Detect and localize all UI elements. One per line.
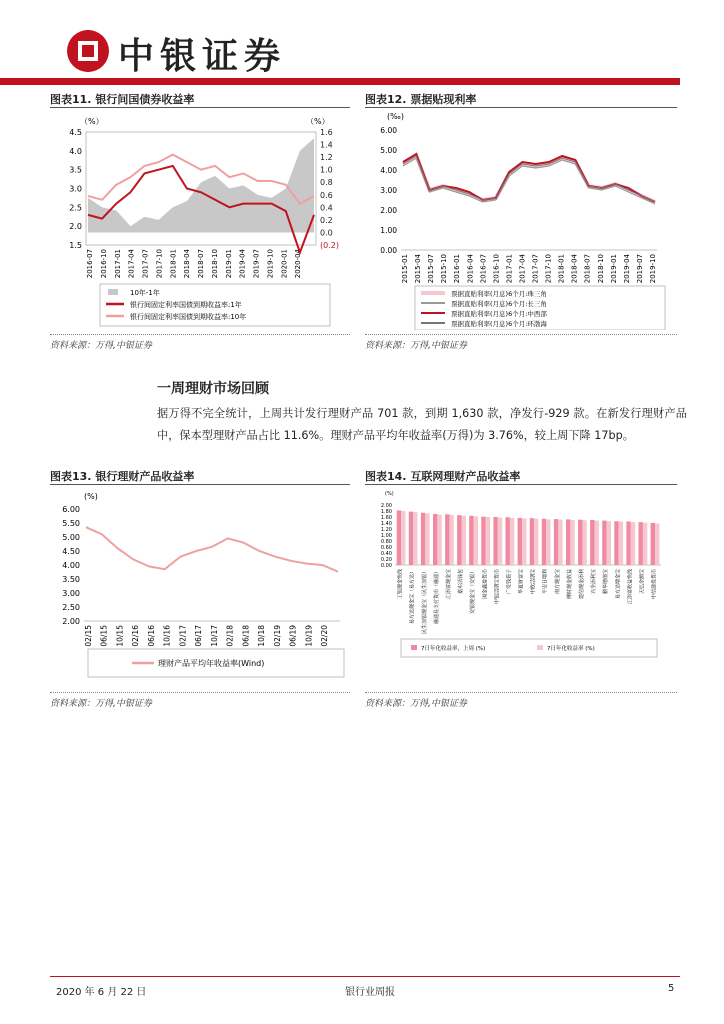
fig14-bar bbox=[602, 521, 606, 565]
fig11-right-tick: 1.2 bbox=[320, 153, 333, 163]
fig12-unit: (‰) bbox=[387, 112, 404, 121]
fig11-right-tick: 0.2 bbox=[320, 215, 333, 225]
fig12-legend-label: 票据直贴利率(月息)6个月:中西部 bbox=[451, 310, 547, 318]
fig13-y-tick: 3.00 bbox=[62, 589, 80, 598]
fig12-source-rule bbox=[365, 334, 677, 335]
fig11-left-tick: 2.5 bbox=[69, 203, 82, 213]
fig11-left-tick: 4.0 bbox=[69, 146, 82, 156]
fig14-y-tick: 1.80 bbox=[380, 509, 392, 515]
fig11-x-tick: 2017-01 bbox=[113, 249, 122, 279]
fig14-bar bbox=[651, 523, 655, 565]
fig14-x-tick: 中信建投货币 bbox=[651, 569, 658, 600]
fig13-x-tick: 06/16 bbox=[146, 625, 156, 647]
fig14-x-tick: 交银现金宝（交银） bbox=[470, 569, 477, 615]
fig12-x-tick: 2017-10 bbox=[544, 254, 553, 284]
fig14-x-tick: 中银活期宝货币 bbox=[494, 569, 501, 605]
footer-date: 2020 年 6 月 22 日 bbox=[56, 987, 147, 998]
fig12-x-tick: 2018-07 bbox=[583, 254, 592, 284]
fig12-x-tick: 2016-01 bbox=[453, 254, 462, 284]
fig14-x-tick: 南方现金宝 bbox=[554, 569, 561, 595]
fig12-y-tick: 0.00 bbox=[380, 246, 397, 255]
fig14-bar bbox=[570, 520, 574, 565]
fig11-source-rule bbox=[50, 334, 350, 335]
fig14-bar bbox=[582, 520, 586, 565]
fig13-y-tick: 5.50 bbox=[62, 519, 80, 528]
fig14-legend-label: 7日年化收益率 (%) bbox=[547, 646, 595, 652]
fig13-x-tick: 06/17 bbox=[194, 625, 204, 647]
fig13-unit: (%) bbox=[84, 492, 98, 501]
fig12-x-tick: 2015-04 bbox=[414, 254, 423, 284]
fig13-x-tick: 10/18 bbox=[257, 625, 267, 647]
fig14-chart bbox=[365, 487, 677, 687]
fig14-x-tick: 华夏财富宝 bbox=[518, 569, 525, 595]
fig13-x-tick: 02/18 bbox=[225, 625, 235, 647]
fig11-legend-swatch bbox=[108, 289, 118, 295]
fig14-bar bbox=[534, 519, 538, 565]
fig14-x-tick: 天弘余额宝 bbox=[639, 569, 646, 595]
fig11-left-tick: 4.5 bbox=[69, 128, 82, 137]
fig13-x-tick: 02/15 bbox=[84, 625, 93, 647]
fig11-rule bbox=[50, 107, 350, 108]
fig13-x-tick: 10/16 bbox=[162, 625, 172, 647]
fig12-x-tick: 2016-07 bbox=[479, 254, 488, 284]
fig14-bar bbox=[474, 516, 478, 565]
fig14-bar bbox=[578, 520, 582, 565]
footer-report-name: 银行业周报 bbox=[345, 987, 395, 998]
fig14-bar bbox=[619, 522, 623, 566]
fig11-legend-label: 10年-1年 bbox=[130, 289, 160, 297]
fig13-x-tick: 10/15 bbox=[115, 625, 125, 647]
fig14-legend-swatch bbox=[411, 645, 417, 650]
fig13-y-tick: 2.50 bbox=[62, 603, 80, 612]
fig14-source: 资料来源：万得,中银证券 bbox=[365, 699, 467, 709]
fig14-unit: (%) bbox=[385, 491, 394, 497]
fig11-right-tick: 0.0 bbox=[320, 228, 333, 238]
fig14-bar bbox=[437, 515, 441, 565]
fig14-title: 图表14. 互联网理财产品收益率 bbox=[365, 470, 521, 483]
fig14-y-tick: 0.60 bbox=[380, 545, 392, 551]
fig14-bar bbox=[530, 518, 534, 565]
fig13-x-tick: 06/18 bbox=[241, 625, 251, 647]
fig13-x-tick: 02/20 bbox=[320, 625, 329, 647]
fig12-y-tick: 6.00 bbox=[380, 126, 397, 135]
fig12-chart bbox=[365, 110, 677, 330]
fig14-y-tick: 1.00 bbox=[380, 533, 392, 539]
fig14-bar bbox=[486, 517, 490, 565]
fig14-y-tick: 2.00 bbox=[380, 503, 392, 509]
fig12-x-tick: 2015-01 bbox=[401, 254, 409, 284]
fig12-x-tick: 2019-10 bbox=[649, 254, 657, 284]
fig14-bar bbox=[457, 515, 461, 565]
fig12-title: 图表12. 票据贴现利率 bbox=[365, 93, 477, 106]
fig14-x-tick: 易方达增金宝 bbox=[615, 569, 622, 600]
section-paragraph: 据万得不完全统计，上周共计发行理财产品 701 款，到期 1,630 款，净发行-929 款。在新发行理财产品中，保本型理财产品占比 11.6%。理财产品平均年收益率(万得)为 3.76%，较上周下降 17bp。 bbox=[157, 407, 687, 442]
fig13-source-rule bbox=[50, 692, 350, 693]
fig11-x-tick: 2016-07 bbox=[86, 249, 94, 279]
fig11-x-tick: 2017-07 bbox=[141, 249, 150, 279]
fig12-y-tick: 4.00 bbox=[380, 166, 397, 175]
fig14-bar bbox=[397, 510, 401, 565]
fig12-x-tick: 2018-04 bbox=[570, 254, 579, 284]
fig13-x-tick: 02/17 bbox=[178, 625, 188, 647]
fig11-x-tick: 2016-10 bbox=[99, 249, 108, 279]
fig13-x-tick: 02/19 bbox=[272, 625, 282, 647]
fig12-series-line-2 bbox=[403, 154, 655, 202]
fig14-x-tick: 嘉实活钱包 bbox=[458, 569, 465, 595]
fig11-x-tick: 2018-07 bbox=[197, 249, 205, 279]
fig14-bar bbox=[558, 520, 562, 565]
fig12-y-tick: 1.00 bbox=[380, 226, 397, 235]
fig14-rule bbox=[365, 484, 677, 485]
fig11-right-tick: 1.6 bbox=[320, 128, 333, 137]
fig14-bar bbox=[607, 521, 611, 565]
fig13-y-tick: 2.00 bbox=[62, 617, 80, 626]
fig14-bar bbox=[542, 519, 546, 565]
fig12-x-tick: 2015-10 bbox=[440, 254, 449, 284]
fig14-x-tick: 建信现金添利 bbox=[579, 569, 586, 600]
fig11-x-tick: 2018-10 bbox=[210, 249, 219, 279]
fig13-y-tick: 6.00 bbox=[62, 505, 80, 514]
fig14-x-tick: 国金鑫盈货币 bbox=[482, 569, 489, 600]
fig14-bar bbox=[522, 519, 526, 566]
fig11-left-tick: 2.0 bbox=[69, 222, 82, 232]
fig11-series-spread-area bbox=[88, 138, 314, 232]
fig13-x-tick: 10/19 bbox=[304, 625, 314, 647]
fig14-bar bbox=[469, 516, 473, 565]
footer-page-number: 5 bbox=[668, 983, 675, 994]
fig14-y-tick: 1.20 bbox=[380, 527, 392, 533]
fig14-bar bbox=[409, 512, 413, 565]
fig14-bar bbox=[462, 516, 466, 565]
fig14-bar bbox=[506, 517, 510, 565]
fig11-right-tick: 0.4 bbox=[320, 203, 333, 213]
fig14-x-tick: 汇添富现金宝 bbox=[446, 569, 453, 600]
fig11-right-tick: 0.6 bbox=[320, 190, 333, 200]
fig14-x-tick: 鹏华增值宝 bbox=[603, 569, 610, 595]
fig14-y-tick: 1.40 bbox=[380, 521, 392, 527]
fig11-x-tick: 2019-01 bbox=[224, 249, 233, 279]
fig14-y-tick: 0.80 bbox=[380, 539, 392, 545]
fig14-bar bbox=[614, 521, 618, 565]
fig11-right-tick: 0.8 bbox=[320, 178, 333, 188]
fig14-bar bbox=[643, 523, 647, 565]
fig14-bar bbox=[449, 515, 453, 565]
fig14-y-tick: 0.40 bbox=[380, 551, 392, 557]
fig12-legend-label: 票据直贴利率(月息)6个月:环渤海 bbox=[451, 320, 547, 328]
fig11-x-tick: 2020-04 bbox=[294, 249, 303, 279]
fig14-bar bbox=[595, 521, 599, 565]
fig14-x-tick: 兴全添利宝 bbox=[591, 569, 598, 595]
fig12-x-tick: 2018-10 bbox=[596, 254, 605, 284]
fig14-bar bbox=[493, 517, 497, 565]
fig14-source-rule bbox=[365, 692, 677, 693]
fig13-legend-label: 理财产品平均年收益率(Wind) bbox=[158, 659, 265, 668]
fig14-bar bbox=[518, 518, 522, 565]
fig13-y-tick: 3.50 bbox=[62, 575, 80, 584]
fig11-legend-label: 银行间固定利率国债到期收益率:10年 bbox=[130, 313, 247, 321]
brand-name: 中银证券 bbox=[118, 35, 287, 77]
fig13-x-tick: 02/16 bbox=[131, 625, 141, 647]
section-title: 一周理财市场回顾 bbox=[157, 381, 269, 397]
fig12-x-tick: 2017-07 bbox=[531, 254, 540, 284]
fig14-x-tick: 融通易支付货币（融通） bbox=[433, 569, 440, 625]
fig14-y-tick: 1.60 bbox=[380, 515, 392, 521]
fig11-left-tick: 3.0 bbox=[69, 184, 82, 194]
fig11-right-tick: (0.2) bbox=[320, 241, 339, 250]
fig14-x-tick: 民生加银现金宝（民生加银） bbox=[421, 569, 428, 635]
fig12-x-tick: 2018-01 bbox=[557, 254, 566, 284]
fig11-left-tick: 1.5 bbox=[69, 241, 82, 250]
fig13-chart bbox=[50, 487, 350, 687]
fig11-x-tick: 2018-01 bbox=[169, 249, 178, 279]
fig14-bar bbox=[510, 518, 514, 565]
fig14-bar bbox=[498, 518, 502, 565]
fig12-y-tick: 5.00 bbox=[380, 146, 397, 155]
fig14-bar bbox=[433, 514, 437, 565]
fig11-title: 图表11. 银行间国债券收益率 bbox=[50, 93, 195, 106]
fig12-x-tick: 2019-07 bbox=[635, 254, 644, 284]
fig14-bar bbox=[590, 520, 594, 565]
fig11-legend-label: 银行间固定利率国债到期收益率:1年 bbox=[130, 301, 242, 309]
fig12-y-tick: 2.00 bbox=[380, 206, 397, 215]
fig14-bar bbox=[413, 512, 417, 565]
fig11-x-tick: 2019-07 bbox=[252, 249, 261, 279]
fig13-rule bbox=[50, 484, 350, 485]
fig12-x-tick: 2017-01 bbox=[505, 254, 514, 284]
fig13-x-tick: 06/19 bbox=[288, 625, 298, 647]
fig11-left-tick: 3.5 bbox=[69, 165, 82, 175]
fig14-legend-swatch bbox=[537, 645, 543, 650]
fig11-source: 资料来源：万得,中银证券 bbox=[50, 341, 152, 351]
fig13-y-tick: 4.00 bbox=[62, 561, 80, 570]
fig11-x-tick: 2017-04 bbox=[127, 249, 136, 279]
fig11-x-tick: 2019-04 bbox=[238, 249, 247, 279]
fig14-bar bbox=[425, 513, 429, 565]
fig14-x-tick: 中欧活期宝 bbox=[530, 569, 537, 595]
fig14-bar bbox=[481, 517, 485, 565]
header-rule-thin bbox=[0, 84, 680, 85]
fig12-x-tick: 2016-04 bbox=[466, 254, 475, 284]
fig13-title: 图表13. 银行理财产品收益率 bbox=[50, 470, 195, 483]
fig14-bar bbox=[401, 511, 405, 565]
fig12-x-tick: 2016-10 bbox=[492, 254, 501, 284]
fig14-bar bbox=[626, 522, 630, 566]
fig14-x-tick: 工银现金快线 bbox=[397, 569, 404, 600]
fig14-x-tick: 博时现金收益 bbox=[566, 569, 573, 600]
fig14-bar bbox=[566, 519, 570, 565]
fig12-x-tick: 2019-01 bbox=[609, 254, 618, 284]
fig11-right-unit: （%） bbox=[306, 117, 330, 126]
fig12-x-tick: 2019-04 bbox=[622, 254, 631, 284]
fig11-right-tick: 1.4 bbox=[320, 140, 333, 150]
fig12-source: 资料来源：万得,中银证券 bbox=[365, 341, 467, 351]
fig14-bar bbox=[655, 524, 659, 565]
fig14-bar bbox=[421, 513, 425, 565]
fig11-x-tick: 2019-10 bbox=[266, 249, 275, 279]
fig14-bar bbox=[546, 519, 550, 565]
fig11-left-unit: （%） bbox=[80, 117, 104, 126]
fig13-series-line bbox=[86, 527, 338, 572]
fig11-chart bbox=[50, 110, 350, 330]
fig14-y-tick: 0.20 bbox=[380, 557, 392, 563]
fig12-x-tick: 2017-04 bbox=[518, 254, 527, 284]
fig13-x-tick: 06/15 bbox=[99, 625, 109, 647]
footer-rule bbox=[50, 976, 680, 977]
fig12-legend-label: 票据直贴利率(月息)6个月:珠三角 bbox=[451, 290, 547, 298]
fig12-y-tick: 3.00 bbox=[380, 186, 397, 195]
fig13-y-tick: 5.00 bbox=[62, 533, 80, 542]
fig12-legend-label: 票据直贴利率(月息)6个月:长三角 bbox=[451, 300, 547, 308]
fig13-x-tick: 10/17 bbox=[209, 625, 219, 647]
bank-of-china-logo-icon bbox=[67, 30, 109, 72]
fig14-x-tick: 广发钱袋子 bbox=[506, 569, 513, 595]
fig11-x-tick: 2017-10 bbox=[155, 249, 164, 279]
fig14-bar bbox=[631, 522, 635, 565]
fig11-x-tick: 2018-04 bbox=[183, 249, 192, 279]
fig14-legend-label: 7日年化收益率，上周 (%) bbox=[421, 646, 486, 652]
fig12-rule bbox=[365, 107, 677, 108]
fig11-right-tick: 1.0 bbox=[320, 165, 333, 175]
fig14-x-tick: 易方达现金宝（易方达） bbox=[409, 569, 416, 625]
fig12-x-tick: 2015-07 bbox=[427, 254, 436, 284]
fig14-x-tick: 平安日增利 bbox=[542, 569, 549, 595]
fig14-x-tick: 汇添富收益快线 bbox=[627, 569, 634, 605]
fig14-bar bbox=[639, 522, 643, 565]
fig14-bar bbox=[554, 519, 558, 565]
fig14-y-tick: 0.00 bbox=[380, 563, 392, 569]
fig13-source: 资料来源：万得,中银证券 bbox=[50, 699, 152, 709]
fig11-x-tick: 2020-01 bbox=[280, 249, 289, 279]
fig13-y-tick: 4.50 bbox=[62, 547, 80, 556]
fig14-bar bbox=[445, 514, 449, 565]
